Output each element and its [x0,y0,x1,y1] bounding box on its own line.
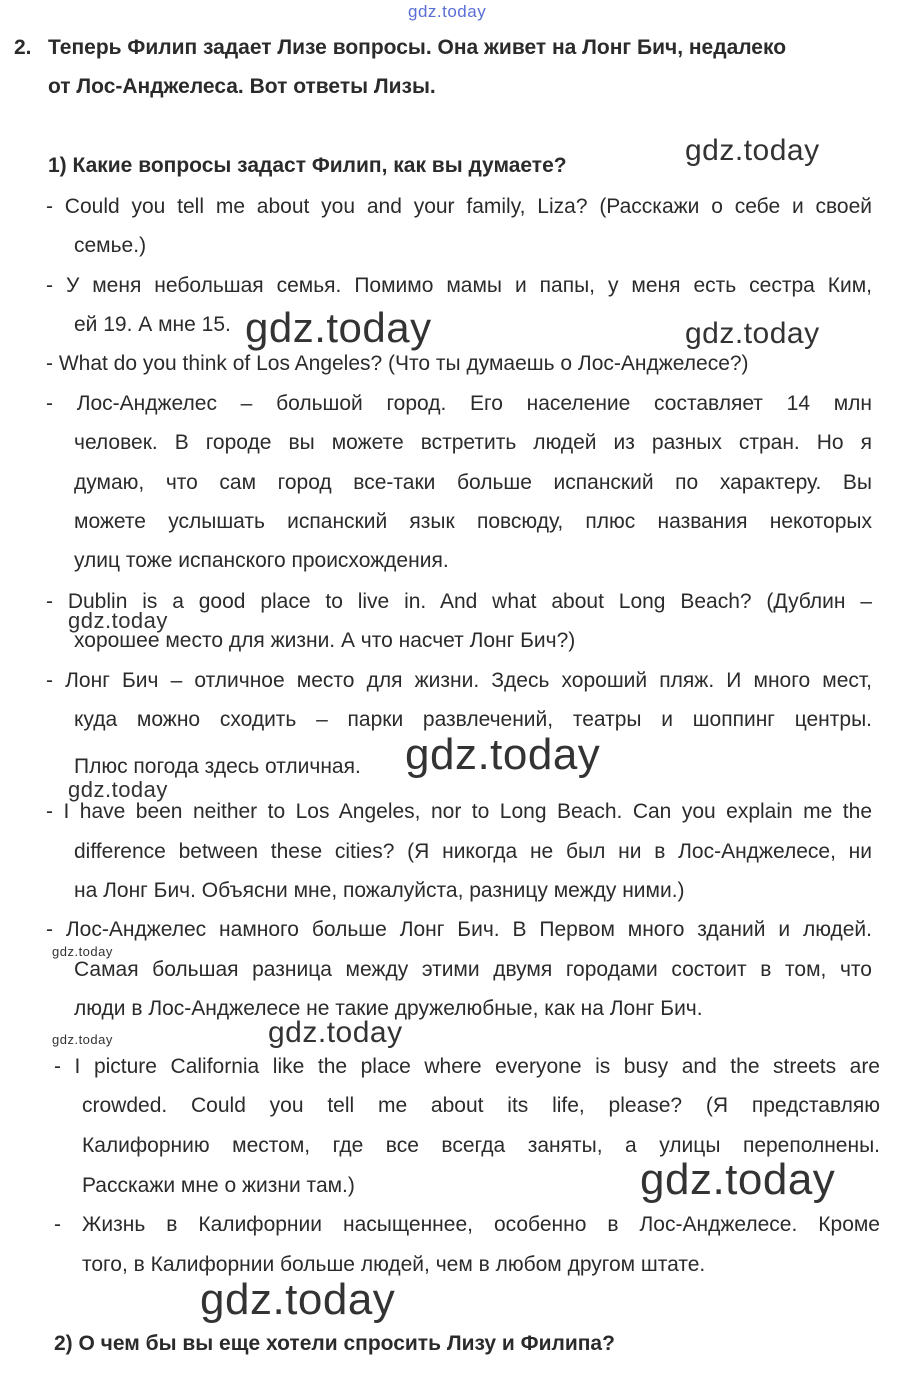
dialogue-line: люди в Лос-Анджелесе не такие дружелюбные, как на Лонг Бич. [74,997,703,1020]
dialogue-line: на Лонг Бич. Объясни мне, пожалуйста, разницу между ними.) [74,879,685,902]
dialogue-line: - Could you tell me about you and your family, Liza? (Расскажи о себе и своей [46,195,872,218]
watermark: gdz.today [245,304,432,351]
watermark: gdz.today [200,1275,396,1324]
watermark: gdz.today [68,608,168,633]
dialogue-line: - I have been neither to Los Angeles, nor to Long Beach. Can you explain me the [46,800,872,823]
part-title: 2) О чем бы вы еще хотели спросить Лизу и Филипа? [54,1332,615,1355]
task-number: 2. [14,36,32,59]
dialogue-line: думаю, что сам город все-таки больше испанский по характеру. Вы [74,471,872,494]
task-heading: от Лос-Анджелеса. Вот ответы Лизы. [48,75,436,98]
dialogue-line: Калифорнию местом, где все всегда заняты, а улицы переполнены. [82,1134,880,1157]
dialogue-line: хорошее место для жизни. А что насчет Лонг Бич?) [74,629,576,652]
dialogue-line: Плюс погода здесь отличная. [74,755,361,778]
task-heading: Теперь Филип задает Лизе вопросы. Она живет на Лонг Бич, недалеко [48,36,787,59]
dialogue-line: - What do you think of Los Angeles? (Что ты думаешь о Лос-Анджелесе?) [46,352,749,375]
watermark: gdz.today [685,317,820,350]
watermark: gdz.today [52,944,113,959]
dialogue-line: семье.) [74,234,147,257]
part-title: 1) Какие вопросы задаст Филип, как вы думаете? [48,154,567,177]
dialogue-line: - Dublin is a good place to live in. And what about Long Beach? (Дублин – [46,590,872,613]
dialogue-line: crowded. Could you tell me about its life, please? (Я представляю [82,1094,880,1117]
dialogue-line: - Лос-Анджелес намного больше Лонг Бич. В Первом много зданий и людей. [46,918,872,941]
watermark: gdz.today [640,1155,836,1204]
watermark: gdz.today [268,1016,403,1049]
dialogue-line: можете услышать испанский язык повсюду, плюс названия некоторых [74,510,872,533]
dialogue-line: человек. В городе вы можете встретить людей из разных стран. Но я [74,431,872,454]
watermark: gdz.today [685,134,820,167]
dialogue-line: - Лонг Бич – отличное место для жизни. Здесь хороший пляж. И много мест, [46,669,872,692]
dialogue-line: Расскажи мне о жизни там.) [82,1174,355,1197]
dialogue-line: ей 19. А мне 15. [74,313,231,336]
watermark: gdz.today [408,2,487,21]
watermark: gdz.today [405,730,601,779]
dialogue-line: - Жизнь в Калифорнии насыщеннее, особенно в Лос-Анджелесе. Кроме [54,1213,880,1236]
dialogue-line: - У меня небольшая семья. Помимо мамы и папы, у меня есть сестра Ким, [46,274,872,297]
dialogue-line: улиц тоже испанского происхождения. [74,549,449,572]
watermark: gdz.today [52,1032,113,1047]
dialogue-line: куда можно сходить – парки развлечений, театры и шоппинг центры. [74,708,872,731]
watermark: gdz.today [68,777,168,802]
dialogue-line: того, в Калифорнии больше людей, чем в любом другом штате. [82,1253,706,1276]
dialogue-line: difference between these cities? (Я никогда не был ни в Лос-Анджелесе, ни [74,840,872,863]
dialogue-line: - I picture California like the place where everyone is busy and the streets are [54,1055,880,1078]
dialogue-line: - Лос-Анджелес – большой город. Его население составляет 14 млн [46,392,872,415]
dialogue-line: Самая большая разница между этими двумя городами состоит в том, что [74,958,872,981]
